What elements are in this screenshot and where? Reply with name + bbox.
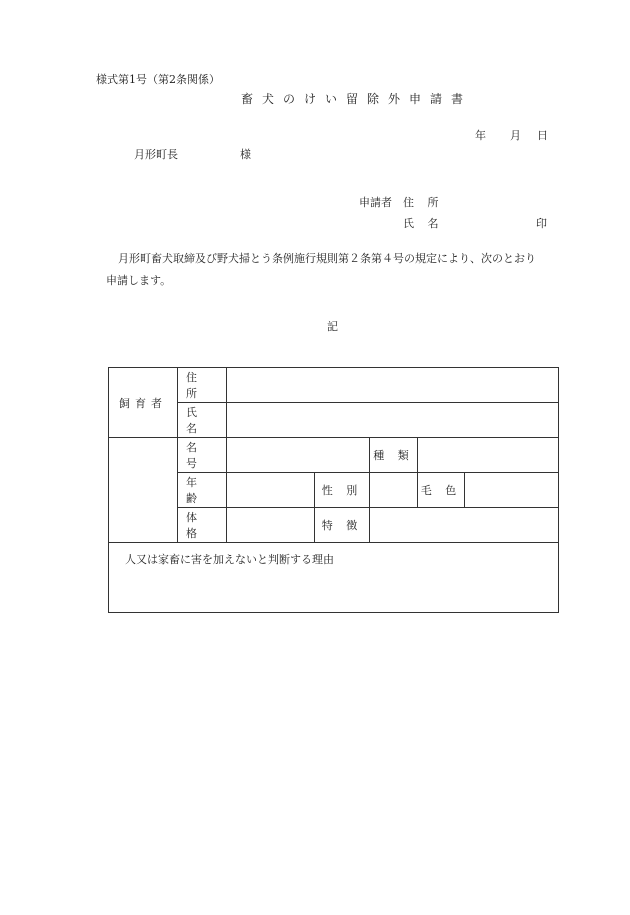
breed-field[interactable]: [418, 438, 559, 473]
coat-color-label-cell: [418, 473, 465, 508]
owner-label-cell: [109, 368, 178, 438]
table-row-dog-name: [109, 438, 559, 473]
owner-name-field[interactable]: [227, 403, 559, 438]
body-line-1: 月形町畜犬取締及び野犬掃とう条例施行規則第２条第４号の規定により、次のとおり: [118, 252, 536, 265]
features-field[interactable]: [370, 508, 559, 543]
features-label-cell: [315, 508, 370, 543]
owner-address-field[interactable]: [227, 368, 559, 403]
sex-field[interactable]: [370, 473, 418, 508]
table-row-owner-address: [109, 368, 559, 403]
age-label: 年 齢: [186, 476, 202, 505]
application-form-table: [108, 367, 559, 613]
date-month-label: 月: [510, 129, 521, 142]
table-row-reason: [109, 543, 559, 613]
owner-label: 飼育者: [119, 396, 167, 410]
date-day-label: 日: [537, 129, 548, 142]
reason-label: 人又は家畜に害を加えないと判断する理由: [125, 553, 334, 566]
owner-name-label-cell: [178, 403, 227, 438]
breed-label-cell: [370, 438, 418, 473]
dog-name-label: 名 号: [186, 441, 202, 470]
age-field[interactable]: [227, 473, 315, 508]
owner-address-label: 住 所: [186, 371, 202, 400]
reason-field[interactable]: [109, 543, 559, 613]
applicant-label: 申請者: [359, 196, 392, 209]
owner-address-label-cell: [178, 368, 227, 403]
coat-color-field[interactable]: [465, 473, 559, 508]
applicant-address-label: 住 所: [403, 196, 444, 209]
build-label-cell: [178, 508, 227, 543]
body-paragraph: [106, 248, 580, 292]
addressee-name: 月形町長: [134, 148, 178, 161]
ki-mark: 記: [327, 320, 338, 333]
seal-mark: 印: [536, 217, 547, 230]
body-line-2: 申請します。: [106, 274, 172, 287]
dog-name-label-cell: [178, 438, 227, 473]
breed-label: 種 類: [373, 449, 414, 462]
date-year-label: 年: [475, 129, 486, 142]
features-label: 特 徴: [321, 519, 363, 532]
document-title: 畜犬のけい留除外申請書: [241, 92, 473, 106]
build-field[interactable]: [227, 508, 315, 543]
addressee-honorific: 様: [240, 148, 251, 161]
dog-name-field[interactable]: [227, 438, 370, 473]
sex-label-cell: [315, 473, 370, 508]
dog-section-blank-cell: [109, 438, 178, 543]
build-label: 体 格: [186, 511, 202, 540]
coat-color-label: 毛 色: [420, 484, 462, 497]
applicant-name-label: 氏 名: [403, 217, 444, 230]
sex-label: 性 別: [321, 484, 363, 497]
age-label-cell: [178, 473, 227, 508]
owner-name-label: 氏 名: [186, 406, 202, 435]
form-number: 様式第1号（第2条関係）: [96, 73, 220, 86]
